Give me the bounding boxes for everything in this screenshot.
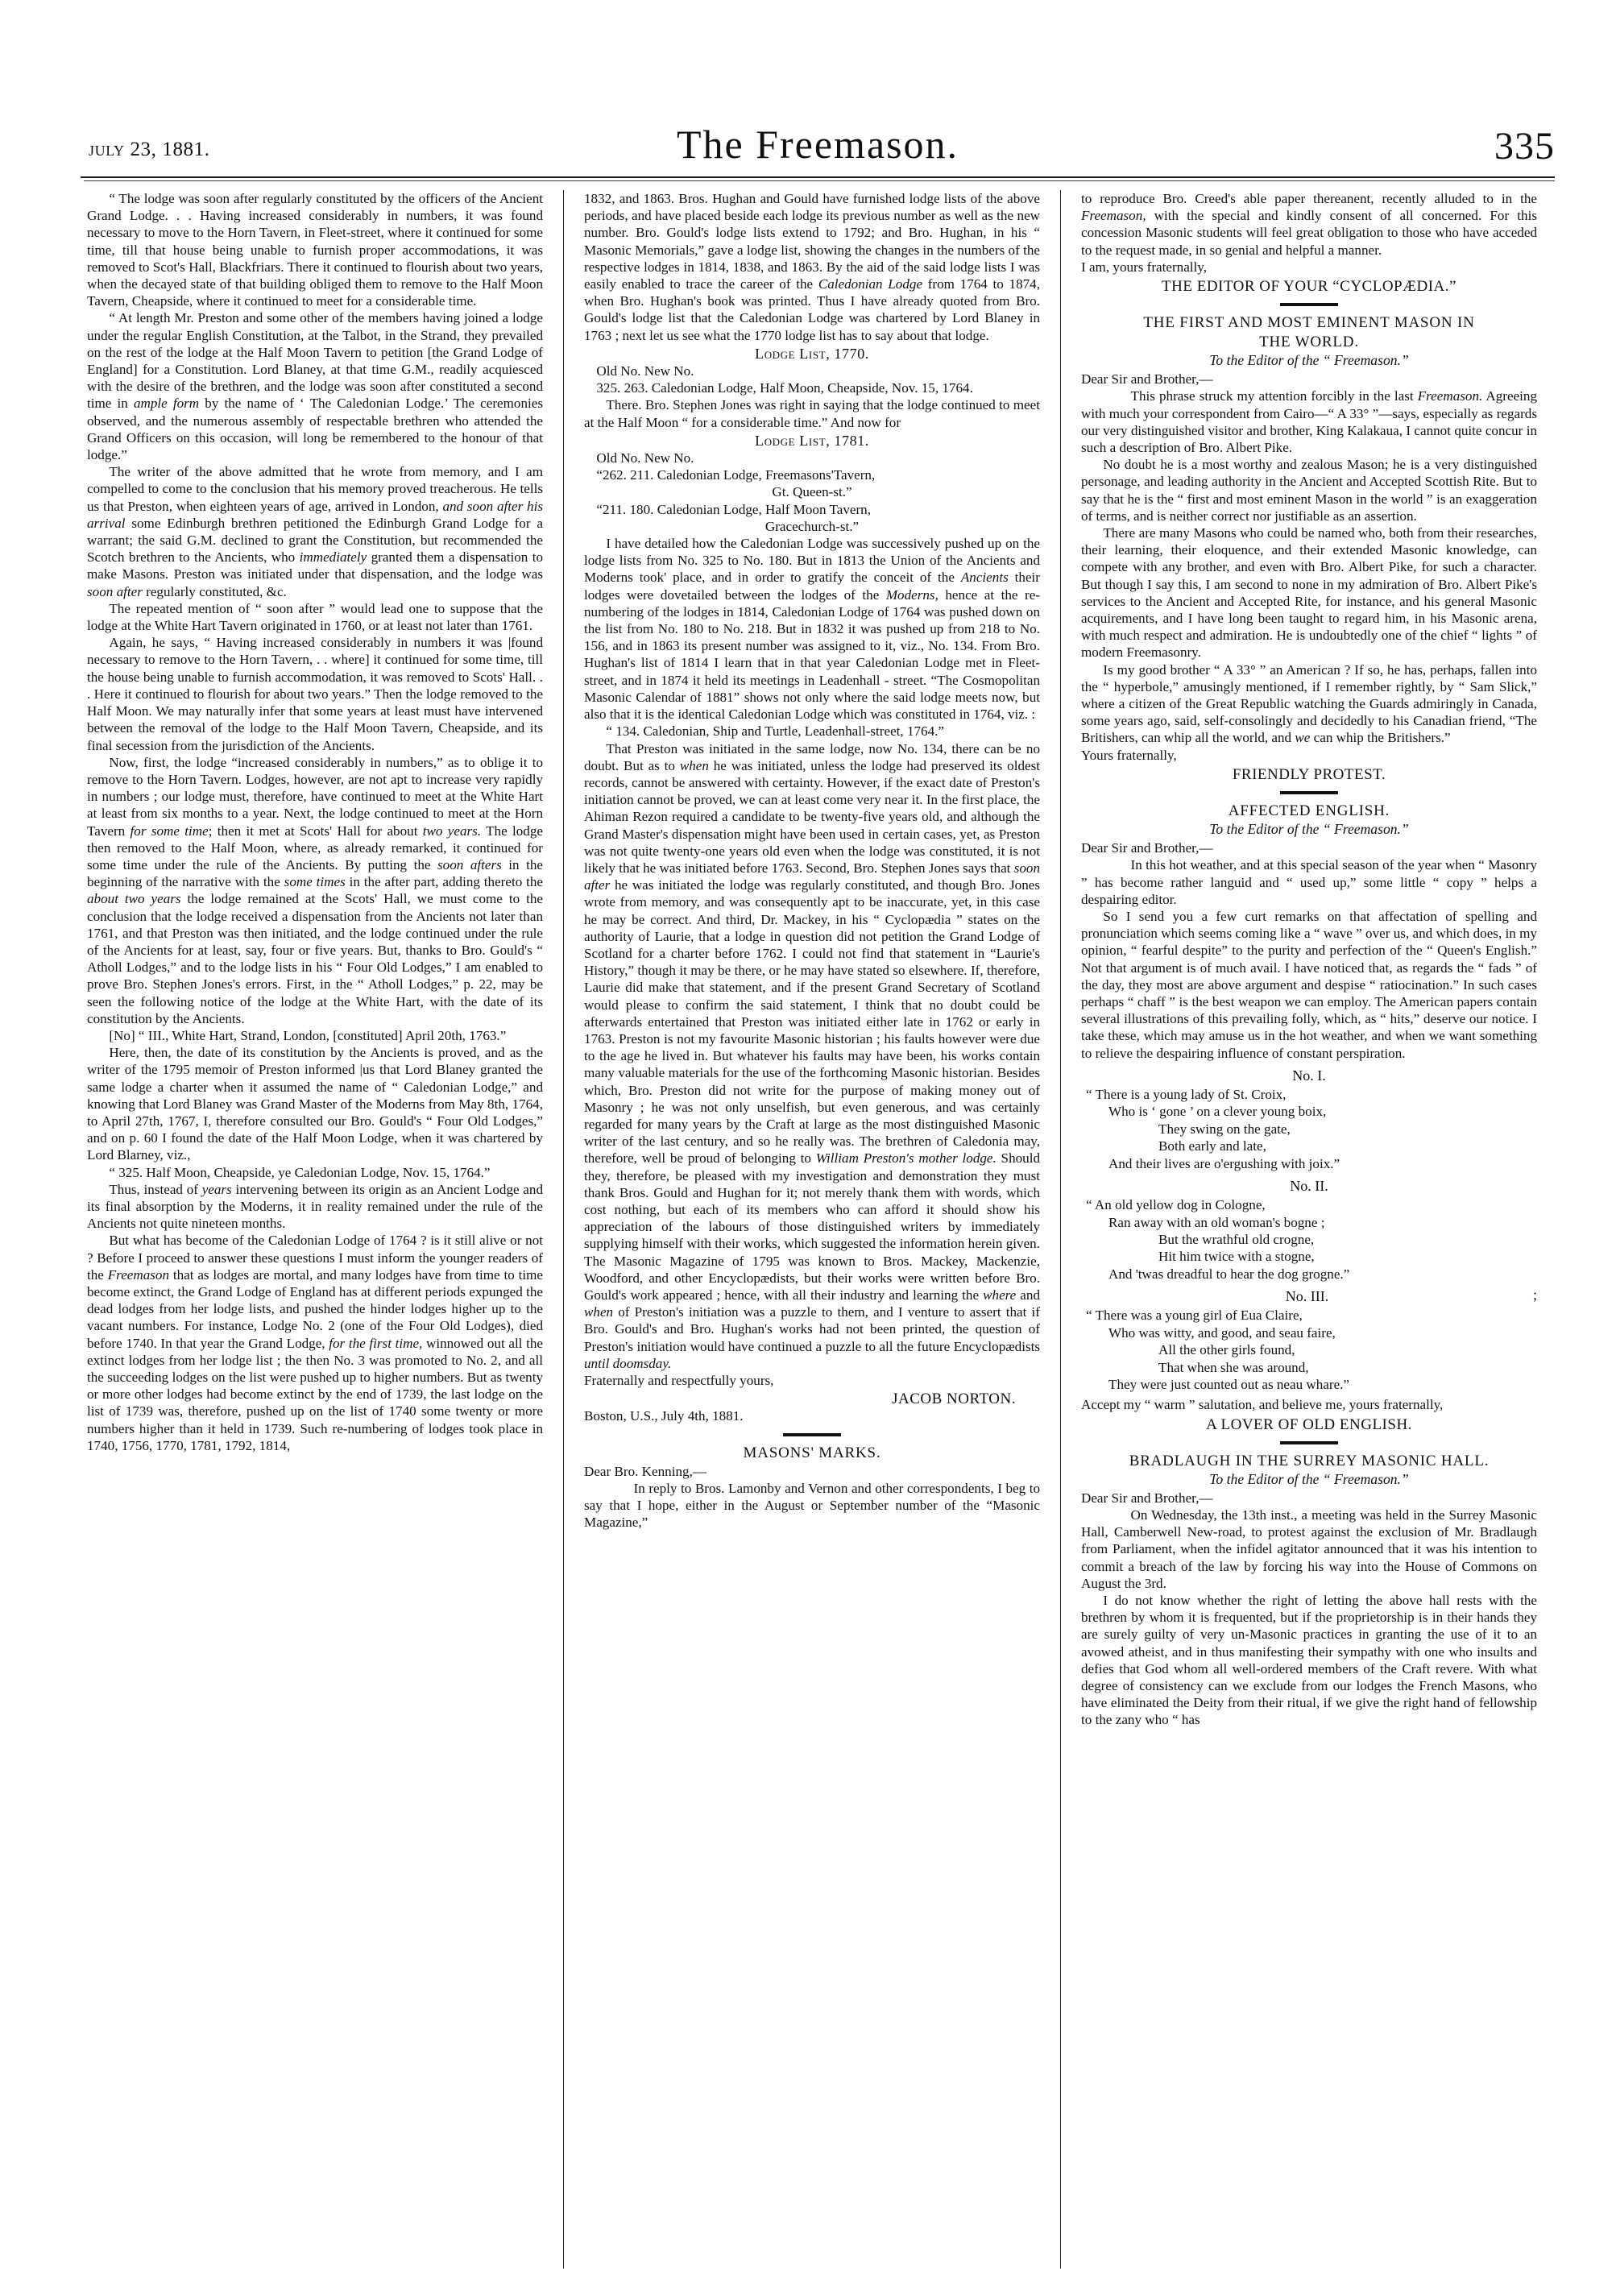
column-divider-2 — [1060, 190, 1061, 2269]
masons-marks-heading: MASONS' MARKS. — [743, 1444, 881, 1461]
paragraph: The repeated mention of “ soon after ” would lead one to suppose that the lodge at the White Hart Tavern originated in 1760, or at least not later than 1761. — [87, 600, 543, 634]
issue-date: july 23, 1881. — [89, 139, 210, 160]
poem-label: No. II. — [1290, 1177, 1328, 1194]
salutation: Dear Sir and Brother,— — [1081, 1490, 1213, 1506]
closing-line: Accept my “ warm ” salutation, and believe me, yours fraternally, — [1081, 1397, 1444, 1413]
poem-label — [1081, 1288, 1537, 1305]
lodge-list-1770-heading: Lodge List, 1770. — [755, 345, 869, 362]
place-and-date: Boston, U.S., July 4th, 1881. — [584, 1408, 744, 1424]
paragraph: to reproduce Bro. Creed's able paper thereanent, recently alluded to in the Freemason, with the special and kindly consent of all concerned. For this concession Masonic students will feel great obligation to those who have acceded to the request made, in so genial and helpful a manner. — [1081, 191, 1537, 258]
section-divider — [1280, 791, 1338, 794]
article-subheading: To the Editor of the “ Freemason.” — [1209, 1470, 1409, 1487]
article-heading-affected-english: AFFECTED ENGLISH. — [1228, 802, 1390, 820]
signature-friendly-protest: FRIENDLY PROTEST. — [1232, 765, 1386, 783]
lodge-list-1770-columns: Old No. New No. — [596, 363, 694, 379]
poem-line: They were just counted out as neau whare.” — [1108, 1377, 1350, 1393]
closing-line: Fraternally and respectfully yours, — [584, 1373, 774, 1389]
section-divider — [1280, 1441, 1338, 1444]
column-divider-1 — [563, 190, 564, 2269]
paragraph: I have detailed how the Caledonian Lodge was successively pushed up on the lodge lists from No. 325 to No. 180. But in 1813 the Union of the Ancients and Moderns took' place, and in order to gratify the conceit of the Ancients their lodges were dovetailed between the lodges of the Moderns, hence at the re-numbering of the lodges in 1814, Caledonian Lodge of 1764 was pushed down on the list from No. 180 to No. 218. But in 1832 it was pushed up from 218 to No. 156, and in 1863 its present number was assigned to it, viz., No. 134. From Bro. Hughan's list of 1814 I learn that in that year Caledonian Lodge met in Fleet-street, and in 1874 it held its meetings in Leadenhall - street. “The Cosmopolitan Masonic Calendar of 1881” shows not only where the said lodge meets now, but also that it is the identical Caledonian Lodge which was constituted in 1764, viz. : — [584, 536, 1040, 723]
salutation: Dear Bro. Kenning,— — [584, 1463, 706, 1479]
closing-line: Yours fraternally, — [1081, 747, 1177, 763]
paragraph: “ 325. Half Moon, Cheapside, ye Caledonian Lodge, Nov. 15, 1764.” — [109, 1164, 491, 1180]
signature-jacob-norton: JACOB NORTON. — [892, 1390, 1016, 1408]
lodge-list-1781-entry-2-cont: Gracechurch-st.” — [764, 518, 860, 534]
lodge-list-1781-heading: Lodge List, 1781. — [755, 432, 869, 449]
poem-line: “ An old yellow dog in Cologne, — [1086, 1197, 1266, 1213]
paragraph: In reply to Bros. Lamonby and Vernon and other correspondents, I beg to say that I hope, either in the August or September number of the “Masonic Magazine,” — [584, 1480, 1040, 1531]
article-subheading: To the Editor of the “ Freemason.” — [1209, 821, 1409, 838]
lodge-list-1781-entry-1: “262. 211. Caledonian Lodge, Freemasons'Tavern, — [596, 467, 876, 483]
article-subheading: To the Editor of the “ Freemason.” — [1209, 352, 1409, 369]
paragraph: 1832, and 1863. Bros. Hughan and Gould have furnished lodge lists of the above periods, and have placed beside each lodge its previous number as well as the new number. Bro. Gould's lodge lists extend to 1792; and Bro. Hughan, in his “ Masonic Memorials,” gave a lodge list, showing the changes in the numbers of the respective lodges in 1814, 1838, and 1863. By the aid of the said lodge lists I was easily enabled to trace the career of the Caledonian Lodge from 1764 to 1874, when Bro. Hughan's book was printed. Thus I have already quoted from Bro. Gould's lodge list that the Caledonian Lodge was chartered by Lord Blaney in 1763 ; next let us see what the 1770 lodge list has to say about that lodge. — [584, 191, 1040, 343]
poem-line: “ There is a young lady of St. Croix, — [1086, 1086, 1287, 1102]
page-number: 335 — [1494, 125, 1555, 168]
poem-label-text: No. III. — [1285, 1288, 1329, 1305]
paragraph: “ At length Mr. Preston and some other of the members having joined a lodge under the regular English Constitution, at the Talbot, in the Strand, they prevailed on the rest of the lodge at the Half Moon Tavern to petition [the Grand Lodge of England] for a Constitution. Lord Blaney, at that time G.M., readily acquiesced with the desire of the brethren, and the lodge was soon after constituted a second time in ample form by the name of ‘ The Caledonian Lodge.’ The ceremonies observed, and the numerous assembly of respectable brethren who attended the Grand Officers on this occasion, will long be remembered to the honour of that lodge.” — [87, 310, 543, 463]
lodge-list-1770-entry: 325. 263. Caledonian Lodge, Half Moon, Cheapside, Nov. 15, 1764. — [596, 380, 973, 396]
salutation: Dear Sir and Brother,— — [1081, 840, 1213, 856]
paragraph: That Preston was initiated in the same lodge, now No. 134, there can be no doubt. But as to when he was initiated, unless the lodge had preserved its oldest records, cannot be answered with certainty. However, if the exact date of Preston's initiation cannot be proved, we can at least come very near it. In the first place, the Ahiman Rezon required a candidate to be twenty-five years old, and although the Grand Master's dispensation might have been used in certain cases, yet, as Preston was not quite twenty-one years old even when the lodge was constituted, it is not likely that he was initiated before 1763. Second, Bro. Stephen Jones says that soon after he was initiated the lodge was regularly constituted, and though Bro. Jones wrote from memory, and was consequently apt to be inaccurate, yet, in this case he may be correct. And third, Dr. Mackey, in his “ Cyclopædia ” states on the authority of Laurie, that a lodge in question did not petition the Grand Lodge of Scotland for a charter before 1762. I could not find that statement in “Laurie's History,” though it may be there, or he may have stated so elsewhere. If, therefore, Laurie did make that statement, and if the present Grand Secretary of Scotland would please to confirm the said statement, I think that no doubt could be afterwards entertained that Preston was initiated either late in 1762 or early in 1763. Preston is not my favourite Masonic historian ; his faults however were due to the age he lived in. But whatever his faults may have been, his works contain many valuable materials for the use of the forthcoming Masonic historian. Besides which, Bro. Preston did not write for the purpose of making money out of Masonry ; he was not only unselfish, but even generous, and was certainly regarded for many years by the Craft at large as the most distinguished Masonic writer of the last century, and so he really was. The brethren of Caledonia may, therefore, well be proud of belonging to William Preston's mother lodge. Should they, therefore, be pleased with my investigation and demonstration they must thank Bros. Gould and Hughan for it; not merely thank them with words, which cost nothing, but each of its members who can afford it should show his appreciation of the labours of those distinguished writers by immediately supplying himself with their works, which suggested the information herein given. The Masonic Magazine of 1795 was known to Bros. Mackey, Mackenzie, Woodford, and other Encyclopædists, but their works were written before Bro. Gould's work appeared ; hence, with all their industry and learning the where and when of Preston's initiation was a puzzle to them, and I venture to assert that if Bro. Gould's and Bro. Hughan's works had not been printed, the question of Preston's initiation would have continued a puzzle to all the future Encyclopædists until doomsday. — [584, 740, 1040, 1371]
poem-line: That when she was around, — [1158, 1359, 1309, 1375]
paragraph: There are many Masons who could be named who, both from their researches, their learning, their eloquence, and their extended Masonic knowledge, can compete with any brother, and even with Bro. Albert Pike, for such a character. But though I say this, I am second to none in my admiration of Bro. Albert Pike's services to the Ancient and Accepted Rite, for instance, and his general Masonic acquirements, and I have long been taught to regard him, in his Masonic arena, with much respect and admiration. He is undoubtedly one of the chief “ lights ” of modern Freemasonry. — [1081, 525, 1537, 661]
paragraph: The writer of the above admitted that he wrote from memory, and I am compelled to come to the conclusion that his memory proved treacherous. He tells us that Preston, when eighteen years of age, arrived in London, and soon after his arrival some Edinburgh brethren petitioned the Edinburgh Grand Lodge for a warrant; the said G.M. declined to grant the Constitution, but recommended the Scotch brethren to the Ancients, who immediately granted them a dispensation to make Masons. Preston was initiated under that dispensation, and the lodge was soon after regularly constituted, &c. — [87, 464, 543, 599]
article-heading-first-mason-line2: THE WORLD. — [1259, 334, 1359, 351]
article-heading-first-mason-line1: THE FIRST AND MOST EMINENT MASON IN — [1143, 314, 1475, 332]
poem-line: They swing on the gate, — [1158, 1121, 1291, 1137]
paragraph: “ 134. Caledonian, Ship and Turtle, Leadenhall-street, 1764.” — [606, 723, 945, 740]
signature-cyclopaedia-editor: THE EDITOR OF YOUR “CYCLOPÆDIA.” — [1162, 278, 1456, 296]
column-1 — [87, 190, 543, 2269]
poem-line: But the wrathful old crogne, — [1158, 1231, 1315, 1247]
poem-line: Who is ‘ gone ’ on a clever young boix, — [1108, 1104, 1327, 1120]
column-3 — [1081, 190, 1537, 2269]
poem-label: No. I. — [1292, 1067, 1326, 1084]
section-divider — [1280, 303, 1338, 306]
poem-line: Both early and late, — [1158, 1138, 1266, 1154]
paragraph: Is my good brother “ A 33° ” an American ? If so, he has, perhaps, fallen into the “ hyperbole,” amusingly mentioned, if I remember rightly, by “ Sam Slick,” where a citizen of the Great Republic watching the Guards admiringly in Canada, some years ago, said, self-consolingly and decidedly to his Canadian friend, “The Britishers, can whip all the world, and we can whip the Britishers.” — [1081, 661, 1537, 746]
poem-limerick-2 — [1081, 1196, 1537, 1283]
paragraph: Thus, instead of years intervening between its origin as an Ancient Lodge and its final absorption by the Moderns, it in reality remained under the rule of the Ancients not quite nineteen months. — [87, 1181, 543, 1232]
paragraph: No doubt he is a most worthy and zealous Mason; he is a very distinguished personage, and leading authority in the Ancient and Accepted Scottish Rite. But to say that he is the “ first and most eminent Mason in the world ” is an exaggeration of terms, and is neither correct nor justifiable as an assertion. — [1081, 457, 1537, 524]
article-heading-bradlaugh: BRADLAUGH IN THE SURREY MASONIC HALL. — [1129, 1452, 1490, 1469]
masthead — [81, 121, 1555, 179]
paragraph: “ The lodge was soon after regularly constituted by the officers of the Ancient Grand Lodge. . . Having increased considerably in numbers, it was found necessary to move to the Horn Tavern, in Fleet-street, where it continued for some time, till that house being unable to furnish proper accommodations, it was removed to Scot's Hall, Blackfriars. There it continued to flourish about two years, when the decayed state of that building obliged them to remove to the Half Moon Tavern, Cheapside, where it continued to meet for a considerable time. — [87, 191, 543, 309]
poem-line: Who was witty, and good, and seau faire, — [1108, 1324, 1336, 1341]
paragraph: So I send you a few curt remarks on that affectation of spelling and pronunciation which seems coming like a “ wave ” over us, and which does, in my opinion, “ fearful despite” to the purity and perfection of the “ Queen's English.” Not that argument is of much avail. I have noticed that, as regards the “ fads ” of the day, they most are above argument and despise “ ratiocination.” In such cases perhaps “ chaff ” is the best weapon we can employ. The American papers contain several illustrations of this prevailing folly, which, as “ hits,” deserve our notice. I take these, which may amuse us in the hot weather, and when we want something to relieve the despairing influence of constant perspiration. — [1081, 908, 1537, 1061]
poem-limerick-3 — [1081, 1307, 1537, 1393]
poem-line: Ran away with an old woman's bogne ; — [1108, 1214, 1325, 1230]
poem-line: “ There was a young girl of Eua Claire, — [1086, 1308, 1303, 1324]
paragraph: In this hot weather, and at this special season of the year when “ Masonry ” has become rather languid and “ used up,” some little “ copy ” helps a despairing editor. — [1081, 857, 1537, 907]
masthead-rule-secondary — [84, 180, 1555, 181]
poem-limerick-1 — [1081, 1086, 1537, 1172]
paragraph: Now, first, the lodge “increased considerably in numbers,” as to oblige it to remove to the Horn Tavern. Lodges, however, are not apt to increase very rapidly in numbers ; our lodge must, therefore, have continued to meet at the White Hart at least from six months to a year. Next, the lodge continued to meet at the Horn Tavern for some time; then it met at Scots' Hall for about two years. The lodge then removed to the Half Moon, where, as already remarked, it continued for some time under the rule of the Ancients. By putting the soon afters in the beginning of the narrative with the some times in the after part, adding thereto the about two years the lodge remained at the Scots' Hall, we must come to the conclusion that the lodge received a dispensation from the Ancients not later than 1761, and that Preston was then initiated, and the lodge continued under the rule of the Ancients for at least, say, four or five years. But, thanks to Bro. Gould's “ Atholl Lodges,” and to the lodge lists in his “ Four Old Lodges,” I am enabled to prove Bro. Stephen Jones's errors. First, in the “ Atholl Lodges,” p. 22, may be seen the following notice of the lodge at the White Hart, with the date of its constitution by the Ancients. — [87, 754, 543, 1026]
poem-line: All the other girls found, — [1158, 1342, 1295, 1358]
section-divider — [783, 1433, 841, 1436]
salutation: Dear Sir and Brother,— — [1081, 371, 1213, 388]
lodge-list-1781-entry-1-cont: Gt. Queen-st.” — [772, 484, 852, 500]
poem-line: And their lives are o'ergushing with joix.” — [1108, 1155, 1340, 1171]
lodge-list-1781-columns: Old No. New No. — [596, 450, 694, 466]
article-columns — [87, 190, 1550, 2269]
paragraph: Here, then, the date of its constitution by the Ancients is proved, and as the writer of the 1795 memoir of Preston informed |us that Lord Blaney granted the same lodge a charter when it assumed the name of “ Caledonian Lodge,” and knowing that Lord Blaney was Grand Master of the Moderns from May 8th, 1764, to April 27th, 1767, I, therefore consulted our Bro. Gould's “ Four Old Lodges,” and on p. 60 I found the date of the Half Moon Lodge, when it was chartered by Lord Blarney, viz., — [87, 1045, 543, 1163]
paper-title: The Freemason. — [676, 122, 959, 167]
masthead-rule — [81, 176, 1555, 178]
paragraph: This phrase struck my attention forcibly in the last Freemason. Agreeing with much your correspondent from Cairo—“ A 33° ”—says, especially as regards our very distinguished visitor and brother, King Kalakaua, I cannot quite concur in such a description of Bro. Albert Pike. — [1081, 388, 1537, 456]
paragraph: [No] “ III., White Hart, Strand, London, [constituted] April 20th, 1763.” — [109, 1027, 507, 1043]
column-2 — [584, 190, 1040, 2269]
stray-semicolon: ; — [1532, 1287, 1537, 1303]
closing-line: I am, yours fraternally, — [1081, 259, 1207, 275]
paragraph: I do not know whether the right of letting the above hall rests with the brethren by whom it is frequented, but if the proprietorship is in their hands they are surely guilty of very un-Masonic practices in granting the use of it to an avowed atheist, and in thus manifesting their sympathy with one who insults and defies that God whom all well-ordered members of the Craft revere. With what degree of consistency can we exclude from our lodges the French Masons, who have eliminated the Deity from their ritual, if we give the right hand of fellowship to the zany who “ has — [1081, 1593, 1537, 1728]
signature-lover-of-old-english: A LOVER OF OLD ENGLISH. — [1206, 1415, 1412, 1433]
paragraph: Again, he says, “ Having increased considerably in numbers it was |found necessary to remove to the Horn Tavern, . . where] it continued for some time, till the house being unable to furnish accommodation, it was removed to Scots' Hall. . . Here it continued to flourish for about two years.” Then the lodge removed to the Half Moon. We may naturally infer that some years at least must have intervened between the removal of the lodge to the Half Moon Tavern, Cheapside, and its final secession from the jurisdiction of the Ancients. — [87, 635, 543, 753]
paragraph: On Wednesday, the 13th inst., a meeting was held in the Surrey Masonic Hall, Camberwell New-road, to protest against the exclusion of Mr. Bradlaugh from Parliament, when the infidel agitator announced that it was his intention to commit a breach of the law by forcing his way into the House of Commons on August the 3rd. — [1081, 1507, 1537, 1591]
poem-line: Hit him twice with a stogne, — [1158, 1249, 1315, 1265]
paragraph: But what has become of the Caledonian Lodge of 1764 ? is it still alive or not ? Before I proceed to answer these questions I must inform the younger readers of the Freemason that as lodges are mortal, and many lodges have from time to time become extinct, the Grand Lodge of England has at different periods expunged the dead lodges from her lodge lists, and pushed the hinder lodges higher up to the vacant numbers. For instance, Lodge No. 2 (one of the Four Old Lodges), died before 1740. In that year the Grand Lodge, for the first time, winnowed out all the extinct lodges from her lodge list ; the then No. 3 was promoted to No. 2, and all the succeeding lodges on the list were pushed up to higher numbers. But as twenty or more other lodges had become extinct by the end of 1739, the last lodge on the list of 1739 was, therefore, pushed up on the list of 1740 some twenty or more numbers higher than it held in 1739. Such re-numbering of lodges took place in 1740, 1756, 1770, 1781, 1792, 1814, — [87, 1233, 543, 1453]
poem-line: And 'twas dreadful to hear the dog grogne.” — [1108, 1266, 1350, 1282]
paragraph: There. Bro. Stephen Jones was right in saying that the lodge continued to meet at the Half Moon “ for a considerable time.” And now for — [584, 397, 1040, 430]
lodge-list-1781-entry-2: “211. 180. Caledonian Lodge, Half Moon Tavern, — [596, 501, 871, 517]
